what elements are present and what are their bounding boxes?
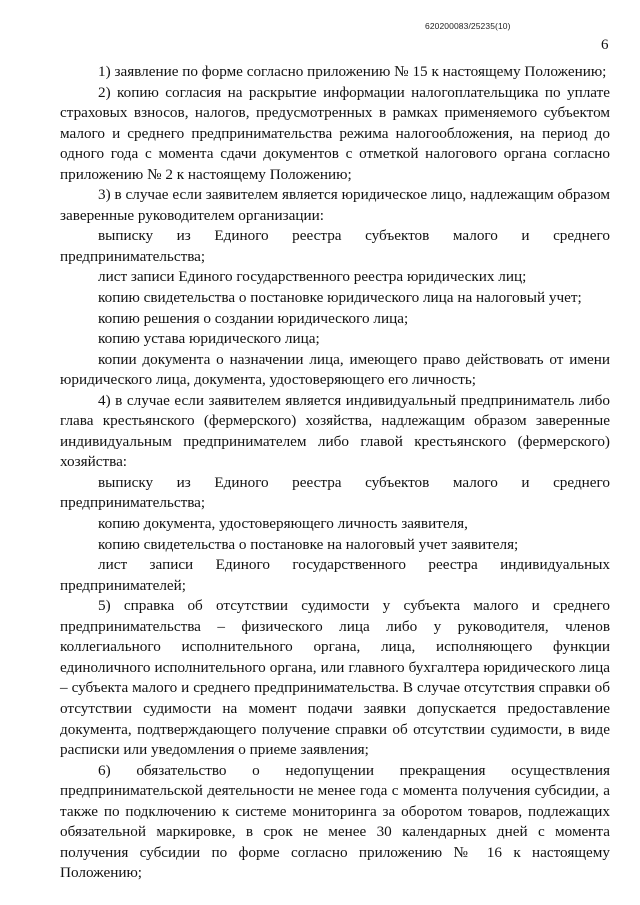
- list-item-appointment-document: копии документа о назначении лица, имеющего право действовать от имени юридического лица, документа, удостоверяющего его личность;: [60, 350, 610, 389]
- list-item-legal-entity-record: лист записи Единого государственного реестра юридических лиц;: [98, 268, 527, 286]
- list-item-charter: копию устава юридического лица;: [98, 330, 320, 348]
- document-code: 620200083/25235(10): [425, 21, 511, 31]
- paragraph-item-5: 5) справка об отсутствии судимости у субъекта малого и среднего предпринимательства – физического лица либо у руководителя, членов коллегиального исполнительного органа, лица, исполняющего функции единоличного исполнительного органа, или главного бухгалтера юридического лица – субъекта малого и среднего предпринимательства. В случае отсутствия справки об отсутствии судимости на момент подачи заявки допускается предоставление документа, подтверждающего получение справки об отсутствии судимости, в виде расписки или уведомления о приеме заявления;: [60, 597, 610, 759]
- list-item-registry-extract-ip: выписку из Единого реестра субъектов малого и среднего предпринимательства;: [60, 473, 610, 512]
- page-number: 6: [601, 37, 609, 53]
- list-item-identity-document: копию документа, удостоверяющего личность заявителя,: [98, 515, 468, 533]
- list-item-tax-registration-certificate: копию свидетельства о постановке юридического лица на налоговый учет;: [98, 289, 582, 307]
- paragraph-item-4: 4) в случае если заявителем является индивидуальный предприниматель либо глава крестьянского (фермерского) хозяйства, надлежащим образом заверенные индивидуальным предпринимателем либо главой крестьянского (фермерского) хозяйства:: [60, 391, 610, 471]
- paragraph-item-1: 1) заявление по форме согласно приложению № 15 к настоящему Положению;: [98, 63, 607, 80]
- document-body: [60, 62, 610, 884]
- paragraph-item-6: 6) обязательство о недопущении прекращения осуществления предпринимательской деятельности не менее года с момента получения субсидии, а также по подключению к системе мониторинга за оборотом товаров, подлежащих обязательной маркировке, в срок не менее 30 календарных дней с момента получения субсидии по форме согласно приложению № 16 к настоящему Положению;: [60, 761, 610, 882]
- paragraph-item-2: 2) копию согласия на раскрытие информации налогоплательщика по уплате страховых взносов, налогов, предусмотренных в рамках применяемого субъектом малого и среднего предпринимательства режима налогообложения, на период до одного года с момента сдачи документов с отметкой налогового органа согласно приложению № 2 к настоящему Положению;: [60, 83, 610, 183]
- list-item-ip-record: лист записи Единого государственного реестра индивидуальных предпринимателей;: [60, 556, 610, 594]
- list-item-creation-decision: копию решения о создании юридического лица;: [98, 309, 409, 327]
- paragraph-item-3: 3) в случае если заявителем является юридическое лицо, надлежащим образом заверенные руководителем организации:: [60, 186, 610, 224]
- list-item-tax-registration-applicant: копию свидетельства о постановке на налоговый учет заявителя;: [98, 535, 519, 553]
- list-item-registry-extract: выписку из Единого реестра субъектов малого и среднего предпринимательства;: [60, 227, 610, 265]
